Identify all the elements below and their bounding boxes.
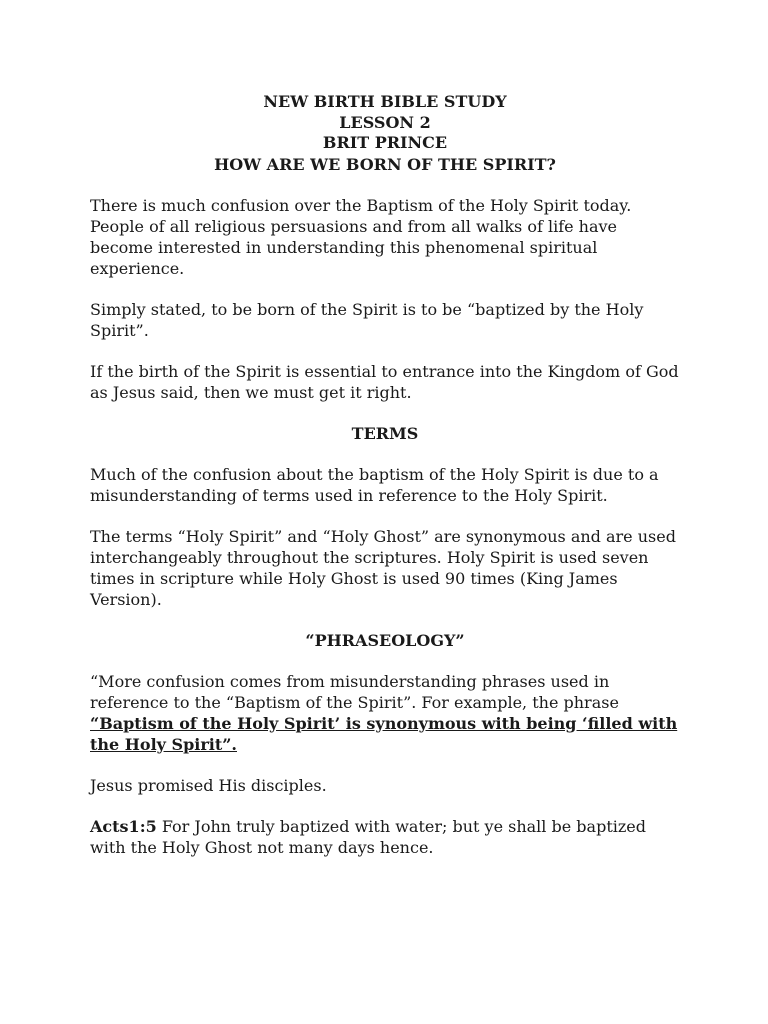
- verse-text: For John truly baptized with water; but ye shall be baptized with the Holy Ghost not many days hence.: [90, 816, 647, 857]
- document-title: NEW BIRTH BIBLE STUDY: [263, 92, 507, 111]
- verse-reference: Acts1:5: [90, 816, 157, 836]
- terms-paragraph-1: Much of the confusion about the baptism of the Holy Spirit is due to a misunderstanding of terms used in reference to the Holy Spirit.: [90, 464, 659, 505]
- lesson-number: LESSON 2: [339, 112, 431, 132]
- phraseology-paragraph-1: [90, 671, 680, 755]
- intro-paragraph-1: There is much confusion over the Baptism of the Holy Spirit today. People of all religious persuasions and from all walks of life have become interested in understanding this phenomenal spiritual experience.: [90, 195, 632, 278]
- intro-paragraph-2: Simply stated, to be born of the Spirit is to be “baptized by the Holy Spirit”.: [90, 299, 644, 340]
- section-question-heading: HOW ARE WE BORN OF THE SPIRIT?: [214, 154, 556, 174]
- terms-heading: TERMS: [351, 423, 419, 443]
- terms-paragraph-2: The terms “Holy Spirit” and “Holy Ghost” are synonymous and are used interchangeably throughout the scriptures. Holy Spirit is used seven times in scripture while Holy Ghost is used 90 times (King James Version).: [90, 526, 676, 609]
- author-name: BRIT PRINCE: [322, 133, 448, 152]
- phraseology-emphasis-text: “Baptism of the Holy Spirit’ is synonymous with being ‘filled with the Holy Spirit”.: [90, 713, 678, 754]
- intro-paragraph-3: If the birth of the Spirit is essential to entrance into the Kingdom of God as Jesus said, then we must get it right.: [90, 361, 679, 402]
- document-page: [90, 92, 680, 878]
- document-header: [90, 92, 680, 154]
- scripture-verse: [90, 816, 680, 858]
- phraseology-paragraph-2: Jesus promised His disciples.: [90, 775, 327, 795]
- phraseology-plain-text: “More confusion comes from misunderstanding phrases used in reference to the “Baptism of the Spirit”. For example, the phrase: [90, 671, 619, 712]
- phraseology-heading: “PHRASEOLOGY”: [305, 630, 465, 650]
